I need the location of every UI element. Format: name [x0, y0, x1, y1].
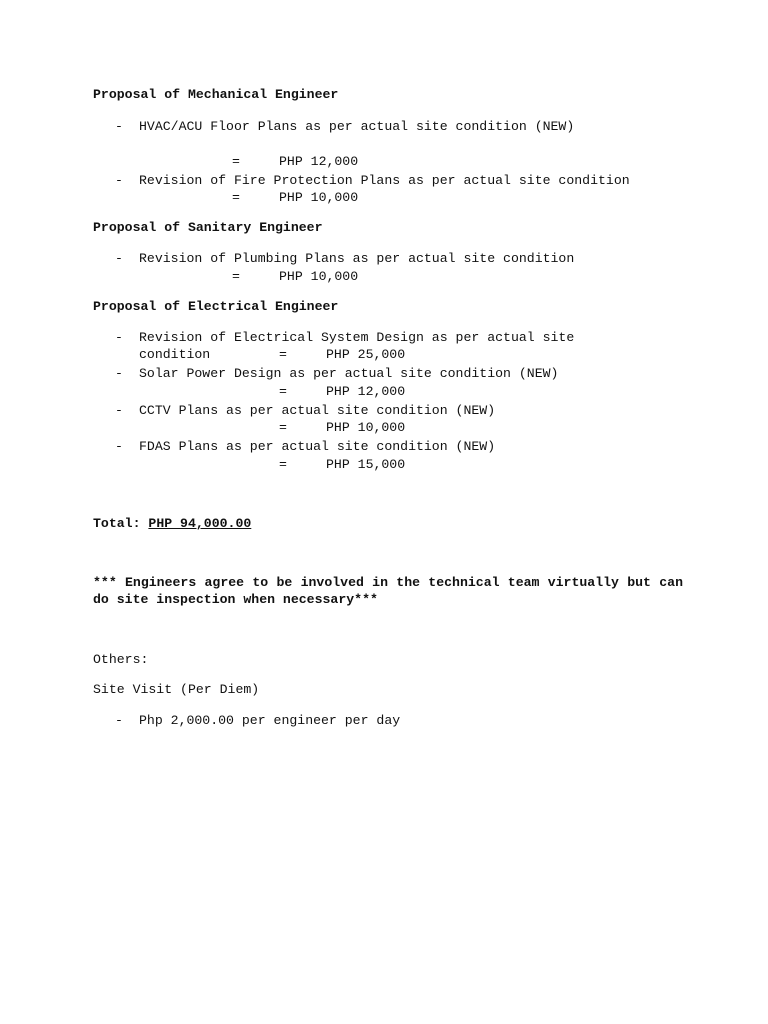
mechanical-item-2-amount: PHP 10,000: [279, 190, 359, 205]
engineers-note: *** Engineers agree to be involved in the technical team virtually but can do site inspection when necessary***: [93, 575, 683, 607]
electrical-item-1-text-continued: condition: [139, 347, 211, 362]
total-label: Total:: [93, 516, 141, 531]
list-bullet: -: [115, 713, 123, 728]
electrical-heading: Proposal of Electrical Engineer: [93, 299, 339, 314]
electrical-item-4-equals: =: [279, 457, 287, 472]
electrical-item-3-amount: PHP 10,000: [326, 420, 406, 435]
mechanical-item-2-equals: =: [232, 190, 240, 205]
sanitary-item-1-equals: =: [232, 269, 240, 284]
electrical-item-4-text: FDAS Plans as per actual site condition (NEW): [139, 439, 496, 454]
mechanical-heading: Proposal of Mechanical Engineer: [93, 87, 339, 102]
total-line: [93, 515, 251, 532]
mechanical-item-1-amount: PHP 12,000: [279, 154, 359, 169]
electrical-item-2-equals: =: [279, 384, 287, 399]
list-bullet: -: [115, 439, 123, 454]
list-bullet: -: [115, 173, 123, 188]
list-bullet: -: [115, 403, 123, 418]
sanitary-item-1-text: Revision of Plumbing Plans as per actual site condition: [139, 251, 575, 266]
total-value: PHP 94,000.00: [148, 516, 252, 531]
electrical-item-1-equals: =: [279, 347, 287, 362]
list-bullet: -: [115, 330, 123, 345]
electrical-item-1-text: Revision of Electrical System Design as per actual site: [139, 330, 575, 345]
mechanical-item-1-text: HVAC/ACU Floor Plans as per actual site condition (NEW): [139, 119, 575, 134]
electrical-item-2-text: Solar Power Design as per actual site condition (NEW): [139, 366, 559, 381]
electrical-item-3-text: CCTV Plans as per actual site condition (NEW): [139, 403, 496, 418]
mechanical-item-2-text: Revision of Fire Protection Plans as per actual site condition: [139, 173, 630, 188]
mechanical-item-1-equals: =: [232, 154, 240, 169]
list-bullet: -: [115, 119, 123, 134]
site-visit-heading: Site Visit (Per Diem): [93, 682, 260, 697]
sanitary-heading: Proposal of Sanitary Engineer: [93, 220, 323, 235]
list-bullet: -: [115, 366, 123, 381]
others-heading: Others:: [93, 652, 149, 667]
electrical-item-4-amount: PHP 15,000: [326, 457, 406, 472]
electrical-item-1-amount: PHP 25,000: [326, 347, 406, 362]
site-visit-item-1-text: Php 2,000.00 per engineer per day: [139, 713, 401, 728]
list-bullet: -: [115, 251, 123, 266]
electrical-item-2-amount: PHP 12,000: [326, 384, 406, 399]
electrical-item-3-equals: =: [279, 420, 287, 435]
sanitary-item-1-amount: PHP 10,000: [279, 269, 359, 284]
